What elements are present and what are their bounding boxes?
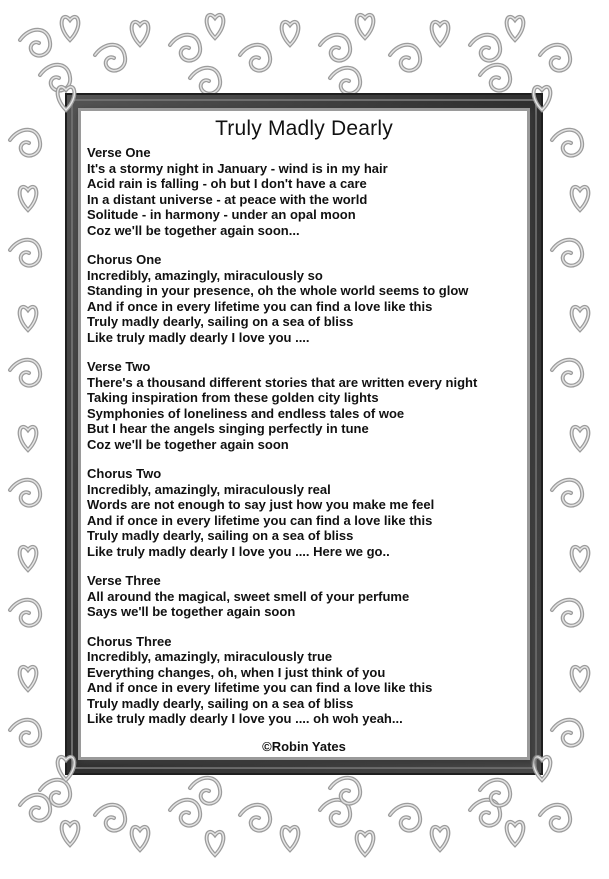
lyric-line: There's a thousand different stories that are written every night	[87, 374, 478, 390]
lyric-line: Coz we'll be together again soon...	[87, 222, 300, 238]
lyric-line: Words are not enough to say just how you make me feel	[87, 497, 435, 512]
section-heading: Chorus One	[87, 252, 162, 267]
section-heading: Verse Two	[87, 359, 151, 374]
lyric-line: Symphonies of loneliness and endless tales of woe	[87, 405, 405, 421]
bottom-scrollwork	[20, 778, 570, 855]
section-verse-one	[87, 145, 521, 238]
lyric-line: And if once in every lifetime you can find a love like this	[87, 512, 433, 528]
section-verse-two	[87, 359, 521, 452]
lyric-line: And if once in every lifetime you can find a love like this	[87, 298, 433, 314]
lyric-line: Like truly madly dearly I love you .... oh woh yeah...	[87, 711, 403, 726]
section-heading: Chorus Two	[87, 466, 162, 481]
song-title: Truly Madly Dearly	[215, 117, 393, 140]
lyric-line: Incredibly, amazingly, miraculously real	[87, 481, 331, 497]
lyric-line: Everything changes, oh, when I just think of you	[87, 664, 386, 680]
section-chorus-three	[87, 634, 521, 727]
lyric-line: But I hear the angels singing perfectly in tune	[87, 421, 369, 436]
section-heading: Chorus Three	[87, 633, 172, 649]
left-scrollwork	[10, 130, 40, 746]
right-scrollwork	[552, 130, 588, 746]
section-chorus-two	[87, 466, 521, 559]
lyric-line: It's a stormy night in January - wind is in my hair	[87, 160, 388, 176]
lyric-line: All around the magical, sweet smell of your perfume	[87, 588, 410, 604]
section-heading: Verse One	[87, 145, 151, 160]
top-scrollwork	[20, 15, 570, 94]
lyric-line: And if once in every lifetime you can find a love like this	[87, 680, 433, 695]
lyric-line: Truly madly dearly, sailing on a sea of bliss	[87, 695, 354, 711]
lyric-line: Taking inspiration from these golden city lights	[87, 390, 379, 405]
section-verse-three	[87, 573, 521, 620]
section-chorus-one	[87, 252, 521, 345]
lyric-line: Truly madly dearly, sailing on a sea of bliss	[87, 314, 354, 329]
lyric-line: Incredibly, amazingly, miraculously true	[87, 649, 333, 664]
lyric-line: Standing in your presence, oh the whole world seems to glow	[87, 283, 469, 298]
lyric-line: Incredibly, amazingly, miraculously so	[87, 267, 323, 283]
lyric-line: Coz we'll be together again soon	[87, 436, 289, 452]
lyrics-panel	[81, 111, 527, 757]
lyric-line: Like truly madly dearly I love you .... Here we go..	[87, 543, 390, 559]
lyric-line: Truly madly dearly, sailing on a sea of bliss	[87, 528, 354, 543]
lyric-line: Like truly madly dearly I love you ....	[87, 329, 310, 345]
lyric-line: Acid rain is falling - oh but I don't have a care	[87, 176, 367, 191]
lyric-line: In a distant universe - at peace with the world	[87, 191, 368, 207]
copyright-credit: ©Robin Yates	[262, 738, 346, 754]
section-heading: Verse Three	[87, 573, 161, 588]
lyric-line: Says we'll be together again soon	[87, 604, 296, 619]
lyric-line: Solitude - in harmony - under an opal moon	[87, 207, 356, 222]
